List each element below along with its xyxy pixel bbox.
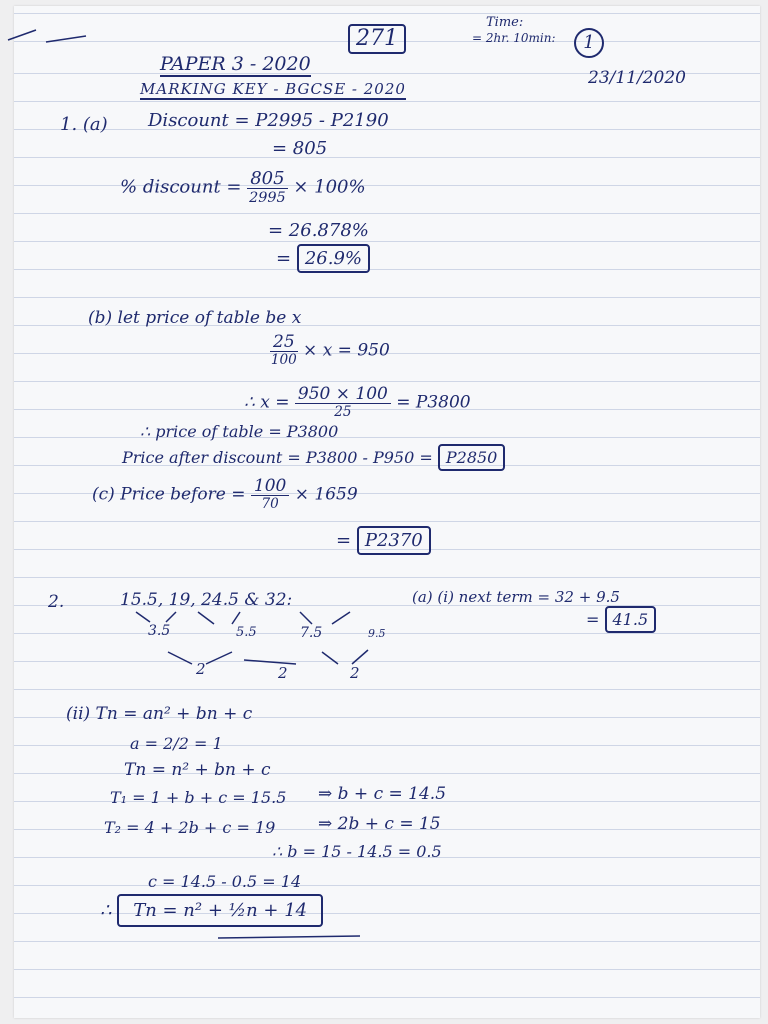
q1a-frac-num: 805 — [247, 170, 287, 189]
q2-diff2-a: 2 — [196, 660, 206, 678]
q1b-answer-box: P2850 — [438, 444, 505, 471]
q2ii-final-box: Tn = n² + ½n + 14 — [117, 894, 323, 927]
q2-sequence: 15.5, 19, 24.5 & 32: — [120, 590, 293, 610]
q1a-frac-den: 2995 — [249, 190, 286, 206]
q2-diff2-c: 2 — [350, 664, 360, 682]
q1b-after-text: Price after discount = P3800 - P950 = — [122, 448, 433, 467]
q2-diff2-b: 2 — [278, 664, 288, 682]
q1b-after-line — [122, 450, 505, 466]
q2ii-c-value: c = 14.5 - 0.5 = 14 — [148, 872, 302, 891]
q1a-percent-lhs: % discount = — [120, 176, 242, 198]
q1c-label: (c) Price before = — [92, 484, 246, 505]
q1c-answer-line — [336, 532, 431, 550]
q1c-line — [92, 478, 358, 512]
q1c-answer-box: P2370 — [357, 526, 431, 555]
q1a-answer-box: 26.9% — [297, 244, 370, 273]
q1b-frac-num: 25 — [270, 334, 298, 352]
page-subtitle: MARKING KEY - BGCSE - 2020 — [140, 80, 406, 98]
time-label: Time: — [486, 15, 524, 30]
q1a-unrounded: = 26.878% — [268, 220, 369, 241]
q2ii-t2: T₂ = 4 + 2b + c = 19 — [104, 818, 276, 837]
q1a-percent-tail: × 100% — [293, 176, 366, 198]
score-box: 271 — [348, 24, 406, 54]
page-title: PAPER 3 - 2020 — [160, 53, 311, 75]
q1a-answer-eq: = — [276, 248, 292, 269]
q1b-x-line — [244, 386, 471, 420]
q1a-answer-line — [276, 250, 370, 268]
q1a-percent-line — [120, 170, 366, 205]
time-value: = 2hr. 10min: — [472, 31, 556, 45]
q1c-fraction — [251, 478, 289, 512]
q1b-x-lhs: ∴ x = — [244, 392, 290, 413]
q2ii-final-therefore: ∴ — [100, 900, 112, 921]
q2ii-general-form: (ii) Tn = an² + bn + c — [66, 704, 253, 724]
q1b-x-rhs: = P3800 — [396, 392, 471, 413]
q2ii-final-line — [100, 902, 323, 920]
q2ii-t1-result: ⇒ b + c = 14.5 — [318, 784, 447, 804]
q1b-price-line: ∴ price of table = P3800 — [140, 422, 339, 441]
q1b-frac-den: 100 — [270, 352, 297, 368]
date: 23/11/2020 — [588, 68, 686, 88]
q2-part-ai: (a) (i) next term = 32 + 9.5 — [412, 588, 620, 606]
q1b-label: (b) let price of table be x — [88, 308, 302, 328]
q2ii-a-value: a = 2/2 = 1 — [130, 734, 223, 753]
q1a-fraction — [247, 170, 287, 205]
q2-diff1-c: 7.5 — [300, 625, 323, 641]
q1c-frac-den: 70 — [261, 496, 279, 512]
q2-label: 2. — [48, 592, 65, 612]
q2ii-t1: T₁ = 1 + b + c = 15.5 — [110, 788, 287, 807]
page-number: 1 — [574, 28, 604, 58]
q2ii-b-value: ∴ b = 15 - 14.5 = 0.5 — [272, 842, 442, 861]
q1a-discount-value: = 805 — [272, 138, 328, 159]
q2-answer-eq: = — [586, 610, 600, 629]
q2-diff1-d: 9.5 — [368, 627, 386, 640]
q2ii-t2-result: ⇒ 2b + c = 15 — [318, 814, 441, 834]
q2-answer-box: 41.5 — [605, 606, 657, 633]
q1b-fraction — [270, 334, 298, 368]
q1a-label: 1. (a) — [60, 114, 108, 135]
q1b-x-fraction — [295, 386, 391, 420]
q2ii-tn-reduced: Tn = n² + bn + c — [124, 760, 271, 780]
q1b-eq-tail: × x = 950 — [303, 340, 390, 361]
q1c-frac-num: 100 — [251, 478, 289, 496]
q2-diff1-a: 3.5 — [148, 623, 171, 639]
q2-answer-line — [586, 612, 656, 628]
stray-stroke — [8, 30, 86, 42]
q1b-equation — [270, 334, 390, 368]
q1b-x-num: 950 × 100 — [295, 386, 391, 404]
q2-diff1-b: 5.5 — [236, 625, 257, 640]
final-underline — [218, 936, 360, 938]
q1a-discount: Discount = P2995 - P2190 — [148, 110, 389, 131]
q1b-x-den: 25 — [334, 404, 352, 420]
q1c-tail: × 1659 — [294, 484, 358, 505]
q1c-answer-eq: = — [336, 530, 352, 551]
